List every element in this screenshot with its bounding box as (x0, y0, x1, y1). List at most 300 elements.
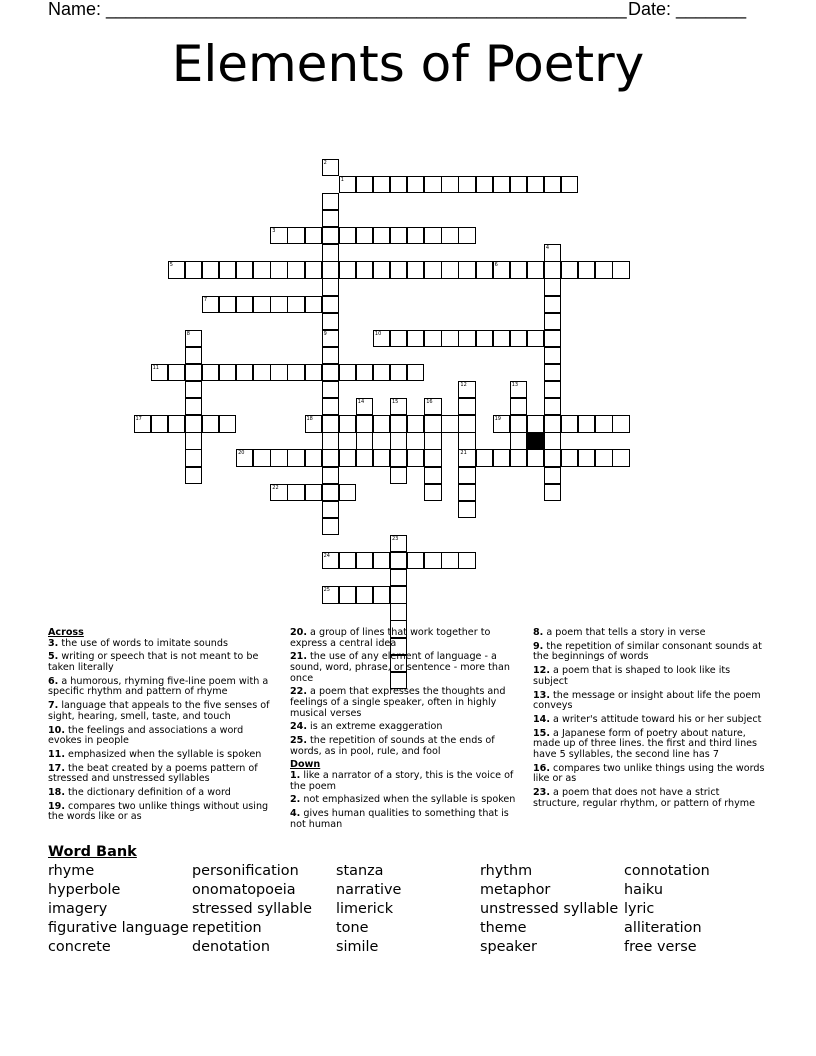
grid-cell[interactable] (510, 415, 527, 432)
page-title: Elements of Poetry (171, 35, 645, 93)
word-bank-item: imagery (48, 901, 108, 917)
grid-cell[interactable] (527, 415, 544, 432)
grid-cell[interactable] (253, 296, 270, 313)
clue-number: 23 (392, 535, 399, 542)
clue-number: 22 (272, 484, 279, 491)
clues-column-2 (290, 628, 518, 834)
grid-cell[interactable] (390, 176, 407, 193)
word-bank-item: lyric (624, 901, 655, 917)
clue-text: a group of lines that work together to express a central idea (290, 627, 491, 649)
grid-cell[interactable] (322, 415, 339, 432)
grid-cell[interactable] (390, 415, 407, 432)
grid-cell[interactable] (407, 552, 424, 569)
grid-cell[interactable] (407, 415, 424, 432)
grid-cell[interactable] (441, 176, 458, 193)
grid-cell[interactable] (322, 552, 339, 569)
grid-cell[interactable] (373, 330, 390, 347)
grid-cell[interactable] (544, 449, 561, 466)
grid-cell[interactable] (544, 415, 561, 432)
grid-cell[interactable] (185, 398, 202, 415)
clue (48, 677, 276, 698)
word-bank-item: stressed syllable (192, 901, 312, 917)
grid-cell[interactable] (390, 603, 407, 620)
word-bank-item: denotation (192, 939, 270, 955)
grid-cell[interactable] (544, 467, 561, 484)
grid-cell[interactable] (578, 449, 595, 466)
grid-cell[interactable] (595, 449, 612, 466)
clue-number: 5 (169, 262, 173, 269)
clue-text: is an extreme exaggeration (307, 721, 443, 733)
grid-cell[interactable] (544, 176, 561, 193)
grid-cell[interactable] (510, 381, 527, 398)
grid-cell[interactable] (185, 261, 202, 278)
grid-cell[interactable] (612, 449, 629, 466)
word-bank-item: stanza (336, 863, 384, 879)
word-bank-item: narrative (336, 882, 402, 898)
grid-cell[interactable] (185, 364, 202, 381)
grid-cell[interactable] (510, 432, 527, 449)
grid-cell[interactable] (390, 449, 407, 466)
grid-cell[interactable] (424, 552, 441, 569)
grid-cell[interactable] (373, 176, 390, 193)
clue-number: 9 (323, 330, 327, 337)
clue-text: the message or insight about life the poem conveys (533, 689, 761, 712)
grid-cell[interactable] (527, 176, 544, 193)
grid-cell[interactable] (373, 415, 390, 432)
grid-cell[interactable] (322, 381, 339, 398)
clue (533, 666, 765, 687)
grid-cell[interactable] (544, 381, 561, 398)
grid-cell[interactable] (458, 381, 475, 398)
clue-number: 17. (48, 762, 65, 774)
grid-cell[interactable] (305, 484, 322, 501)
clue-number: 6 (494, 262, 498, 269)
grid-cell[interactable] (441, 227, 458, 244)
grid-cell[interactable] (305, 449, 322, 466)
grid-cell[interactable] (424, 330, 441, 347)
clues-column-1 (48, 628, 276, 826)
grid-cell[interactable] (390, 432, 407, 449)
grid-cell[interactable] (236, 261, 253, 278)
grid-cell[interactable] (270, 296, 287, 313)
clue-number: 7. (48, 700, 59, 712)
grid-cell[interactable] (322, 330, 339, 347)
grid-cell[interactable] (544, 484, 561, 501)
grid-cell[interactable] (441, 261, 458, 278)
grid-cell[interactable] (322, 398, 339, 415)
grid-cell[interactable] (544, 313, 561, 330)
clue-heading: Across (48, 627, 84, 638)
clue-number: 10. (48, 724, 65, 736)
grid-cell[interactable] (441, 552, 458, 569)
grid-cell[interactable] (322, 364, 339, 381)
grid-cell[interactable] (493, 449, 510, 466)
grid-cell[interactable] (270, 449, 287, 466)
grid-cell[interactable] (202, 261, 219, 278)
clue-number: 23. (533, 787, 550, 799)
clue-text: a poem that does not have a strict structure, regular rhythm, or pattern of rhyme (533, 787, 756, 809)
clue-number: 19. (48, 800, 65, 812)
clue (48, 788, 276, 799)
clue-number: 3. (48, 637, 59, 649)
clue (48, 652, 276, 673)
grid-cell[interactable] (322, 484, 339, 501)
grid-cell[interactable] (305, 227, 322, 244)
grid-cell[interactable] (219, 261, 236, 278)
clue-number: 21 (460, 450, 467, 457)
grid-cell[interactable] (185, 415, 202, 432)
grid-cell[interactable] (458, 432, 475, 449)
word-bank-item: rhyme (48, 863, 95, 879)
clue-text: the use of words to imitate sounds (58, 637, 228, 649)
clue (48, 726, 276, 747)
grid-cell[interactable] (339, 415, 356, 432)
grid-cell[interactable] (305, 415, 322, 432)
clue-number: 6. (48, 675, 59, 687)
grid-cell[interactable] (322, 432, 339, 449)
grid-cell[interactable] (458, 261, 475, 278)
grid-cell[interactable] (407, 449, 424, 466)
grid-cell[interactable] (390, 330, 407, 347)
clue-number: 2 (323, 159, 327, 166)
grid-cell[interactable] (287, 261, 304, 278)
word-bank-item: free verse (624, 939, 697, 955)
grid-cell[interactable] (510, 449, 527, 466)
word-bank-item: speaker (480, 939, 537, 955)
grid-cell[interactable] (322, 261, 339, 278)
grid-cell[interactable] (390, 586, 407, 603)
grid-cell[interactable] (287, 296, 304, 313)
grid-cell[interactable] (458, 415, 475, 432)
clue-heading: Down (290, 759, 321, 771)
grid-cell[interactable] (612, 261, 629, 278)
grid-cell[interactable] (356, 364, 373, 381)
grid-cell[interactable] (424, 261, 441, 278)
grid-cell[interactable] (322, 313, 339, 330)
clue-number: 13 (511, 382, 519, 388)
grid-cell[interactable] (339, 364, 356, 381)
grid-cell[interactable] (407, 176, 424, 193)
clue-number: 22. (290, 686, 307, 698)
grid-cell[interactable] (544, 261, 561, 278)
grid-cell[interactable] (287, 227, 304, 244)
grid-cell[interactable] (476, 449, 493, 466)
grid-cell[interactable] (424, 449, 441, 466)
grid-cell[interactable] (390, 364, 407, 381)
grid-cell[interactable] (356, 227, 373, 244)
grid-cell[interactable] (476, 330, 493, 347)
grid-cell[interactable] (390, 227, 407, 244)
grid-cell[interactable] (544, 398, 561, 415)
grid-cell[interactable] (424, 227, 441, 244)
grid-cell[interactable] (561, 176, 578, 193)
grid-cell[interactable] (510, 330, 527, 347)
grid-cell[interactable] (373, 261, 390, 278)
grid-cell[interactable] (407, 364, 424, 381)
word-bank-item: alliteration (624, 920, 702, 936)
grid-cell[interactable] (270, 364, 287, 381)
grid-cell[interactable] (356, 449, 373, 466)
clue-number: 1. (290, 770, 301, 782)
word-bank-item: hyperbole (48, 882, 121, 898)
grid-cell[interactable] (322, 347, 339, 364)
grid-cell[interactable] (270, 227, 287, 244)
clue-number: 12. (533, 665, 550, 677)
grid-cell[interactable] (270, 261, 287, 278)
grid-cell[interactable] (612, 415, 629, 432)
clue-number: 24 (323, 553, 330, 559)
grid-cell[interactable] (390, 261, 407, 278)
clue-number: 4 (545, 245, 550, 252)
grid-cell[interactable] (151, 364, 168, 381)
clue-number: 2. (290, 794, 301, 806)
word-bank-item: figurative language (48, 920, 189, 936)
grid-cell[interactable] (561, 449, 578, 466)
grid-cell[interactable] (407, 330, 424, 347)
grid-cell[interactable] (339, 176, 356, 193)
grid-cell[interactable] (236, 449, 253, 466)
grid-cell[interactable] (373, 552, 390, 569)
clue-number: 18. (48, 787, 65, 799)
grid-cell[interactable] (510, 176, 527, 193)
grid-cell[interactable] (339, 227, 356, 244)
grid-cell[interactable] (185, 432, 202, 449)
grid-cell[interactable] (322, 467, 339, 484)
grid-cell[interactable] (185, 381, 202, 398)
grid-cell[interactable] (424, 467, 441, 484)
grid-cell[interactable] (527, 449, 544, 466)
grid-cell[interactable] (578, 415, 595, 432)
clue-text: not emphasized when the syllable is spoken (300, 794, 516, 806)
grid-cell[interactable] (356, 552, 373, 569)
grid-cell[interactable] (322, 586, 339, 603)
clue-number: 8 (186, 330, 190, 337)
grid-cell[interactable] (339, 261, 356, 278)
grid-cell[interactable] (356, 586, 373, 603)
grid-cell[interactable] (527, 261, 544, 278)
clue-number: 24. (290, 721, 307, 733)
grid-cell[interactable] (390, 467, 407, 484)
grid-cell[interactable] (168, 261, 185, 278)
grid-cell[interactable] (458, 330, 475, 347)
grid-cell[interactable] (168, 415, 185, 432)
grid-cell[interactable] (322, 518, 339, 535)
grid-cell[interactable] (373, 449, 390, 466)
grid-cell[interactable] (561, 261, 578, 278)
grid-cell[interactable] (544, 432, 561, 449)
grid-cell[interactable] (356, 176, 373, 193)
grid-cell[interactable] (373, 227, 390, 244)
grid-cell[interactable] (253, 261, 270, 278)
grid-cell[interactable] (219, 415, 236, 432)
grid-cell[interactable] (544, 347, 561, 364)
word-bank-item: haiku (624, 882, 663, 898)
grid-cell[interactable] (168, 364, 185, 381)
clue-text: the dictionary definition of a word (65, 787, 231, 799)
grid-cell[interactable] (322, 296, 339, 313)
grid-cell[interactable] (322, 449, 339, 466)
grid-cell[interactable] (458, 227, 475, 244)
grid-cell[interactable] (253, 364, 270, 381)
clue-number: 16. (533, 762, 550, 774)
clue-number: 14. (533, 713, 550, 725)
grid-cell[interactable] (561, 415, 578, 432)
grid-cell[interactable] (458, 484, 475, 501)
grid-cell[interactable] (305, 261, 322, 278)
grid-cell[interactable] (305, 364, 322, 381)
clue-number: 8. (533, 627, 544, 638)
grid-cell[interactable] (595, 415, 612, 432)
grid-cell[interactable] (476, 261, 493, 278)
clue-number: 18 (306, 416, 313, 423)
grid-cell[interactable] (441, 330, 458, 347)
grid-cell[interactable] (185, 449, 202, 466)
grid-cell[interactable] (544, 296, 561, 313)
clue-number: 11. (48, 748, 65, 760)
clue-number: 15. (533, 727, 550, 739)
grid-cell[interactable] (322, 210, 339, 227)
grid-cell[interactable] (151, 415, 168, 432)
clue-number: 25 (323, 587, 330, 594)
grid-cell[interactable] (236, 364, 253, 381)
grid-cell[interactable] (424, 484, 441, 501)
clue-text: the beat created by a poems pattern of stressed and unstressed syllables (48, 762, 258, 785)
grid-cell[interactable] (373, 586, 390, 603)
date-field[interactable]: Date: _______ (628, 0, 747, 19)
clue (290, 722, 518, 733)
clue-text: a humorous, rhyming five-line poem with a specific rhythm and pattern of rhyme (48, 675, 269, 698)
grid-cell[interactable] (544, 330, 561, 347)
grid-cell[interactable] (510, 261, 527, 278)
grid-cell[interactable] (424, 415, 441, 432)
grid-cell[interactable] (287, 484, 304, 501)
clue-text: a poem that expresses the thoughts and feelings of a single speaker, often in highly musical verses (290, 686, 506, 719)
clue-number: 13. (533, 689, 550, 701)
clue-number: 20. (290, 627, 307, 638)
grid-cell[interactable] (390, 535, 407, 552)
grid-cell[interactable] (270, 484, 287, 501)
grid-cell[interactable] (390, 569, 407, 586)
grid-cell[interactable] (322, 227, 339, 244)
grid-cell[interactable] (185, 467, 202, 484)
grid-cell[interactable] (373, 364, 390, 381)
clue-text: a writer's attitude toward his or her subject (550, 713, 762, 725)
grid-cell[interactable] (253, 449, 270, 466)
grid-cell[interactable] (510, 398, 527, 415)
clue (290, 687, 518, 719)
clue-number: 17 (135, 416, 142, 423)
clue-number: 21. (290, 651, 307, 663)
grid-cell[interactable] (322, 193, 339, 210)
clue (290, 795, 518, 806)
grid-cell[interactable] (202, 415, 219, 432)
grid-cell[interactable] (185, 330, 202, 347)
grid-cell[interactable] (595, 261, 612, 278)
grid-cell[interactable] (458, 449, 475, 466)
grid-cell[interactable] (527, 330, 544, 347)
grid-cell[interactable] (339, 449, 356, 466)
grid-cell[interactable] (185, 347, 202, 364)
grid-cell[interactable] (287, 364, 304, 381)
grid-cell[interactable] (476, 176, 493, 193)
grid-cell[interactable] (578, 261, 595, 278)
grid-cell[interactable] (458, 176, 475, 193)
grid-cell[interactable] (339, 484, 356, 501)
clue-text: emphasized when the syllable is spoken (65, 748, 262, 760)
grid-cell[interactable] (322, 159, 339, 176)
clue-text: a poem that tells a story in verse (543, 627, 706, 638)
grid-cell[interactable] (458, 398, 475, 415)
clue (533, 691, 765, 712)
grid-cell[interactable] (458, 467, 475, 484)
grid-cell[interactable] (287, 449, 304, 466)
clue-number: 16 (426, 399, 433, 406)
grid-cell[interactable] (202, 364, 219, 381)
clue-number: 19 (494, 416, 501, 423)
grid-cell[interactable] (339, 586, 356, 603)
grid-cell[interactable] (356, 432, 373, 449)
grid-cell[interactable] (202, 296, 219, 313)
grid-cell[interactable] (493, 261, 510, 278)
grid-cell[interactable] (322, 244, 339, 261)
grid-cell[interactable] (219, 364, 236, 381)
grid-cell[interactable] (424, 398, 441, 415)
clue-number: 9. (533, 640, 544, 652)
word-bank (48, 863, 768, 958)
grid-cell[interactable] (356, 398, 373, 415)
grid-cell[interactable] (493, 176, 510, 193)
clue-text: writing or speech that is not meant to be taken literally (48, 651, 259, 673)
grid-cell[interactable] (407, 227, 424, 244)
grid-cell[interactable] (236, 296, 253, 313)
word-bank-item: personification (192, 863, 299, 879)
clue-text: language that appeals to the five senses of sight, hearing, smell, taste, and touch (48, 700, 270, 722)
grid-cell[interactable] (134, 415, 151, 432)
clue (290, 771, 518, 792)
grid-cell[interactable] (544, 278, 561, 295)
grid-cell[interactable] (458, 552, 475, 569)
grid-cell[interactable] (544, 364, 561, 381)
clue-number: 5. (48, 651, 59, 663)
word-bank-item: tone (336, 920, 369, 936)
clue-text: a poem that is shaped to look like its subject (533, 665, 731, 687)
word-bank-item: rhythm (480, 863, 533, 879)
name-field[interactable]: Name: ____________________________________________________ (48, 0, 627, 19)
grid-cell[interactable] (356, 415, 373, 432)
grid-cell[interactable] (493, 330, 510, 347)
grid-cell[interactable] (390, 398, 407, 415)
grid-cell[interactable] (305, 296, 322, 313)
grid-cell[interactable] (390, 552, 407, 569)
grid-cell[interactable] (322, 501, 339, 518)
word-bank-item: unstressed syllable (480, 901, 619, 917)
grid-cell[interactable] (544, 244, 561, 261)
grid-cell[interactable] (458, 501, 475, 518)
clue (533, 729, 765, 761)
word-bank-item: metaphor (480, 882, 551, 898)
grid-cell[interactable] (356, 261, 373, 278)
grid-cell[interactable] (493, 415, 510, 432)
grid-cell[interactable] (424, 432, 441, 449)
grid-cell[interactable] (441, 415, 458, 432)
grid-cell[interactable] (424, 176, 441, 193)
grid-cell[interactable] (339, 552, 356, 569)
grid-cell[interactable] (322, 278, 339, 295)
clue-number: 14 (357, 399, 365, 406)
clue (533, 788, 765, 809)
grid-cell[interactable] (407, 261, 424, 278)
grid-cell[interactable] (219, 296, 236, 313)
